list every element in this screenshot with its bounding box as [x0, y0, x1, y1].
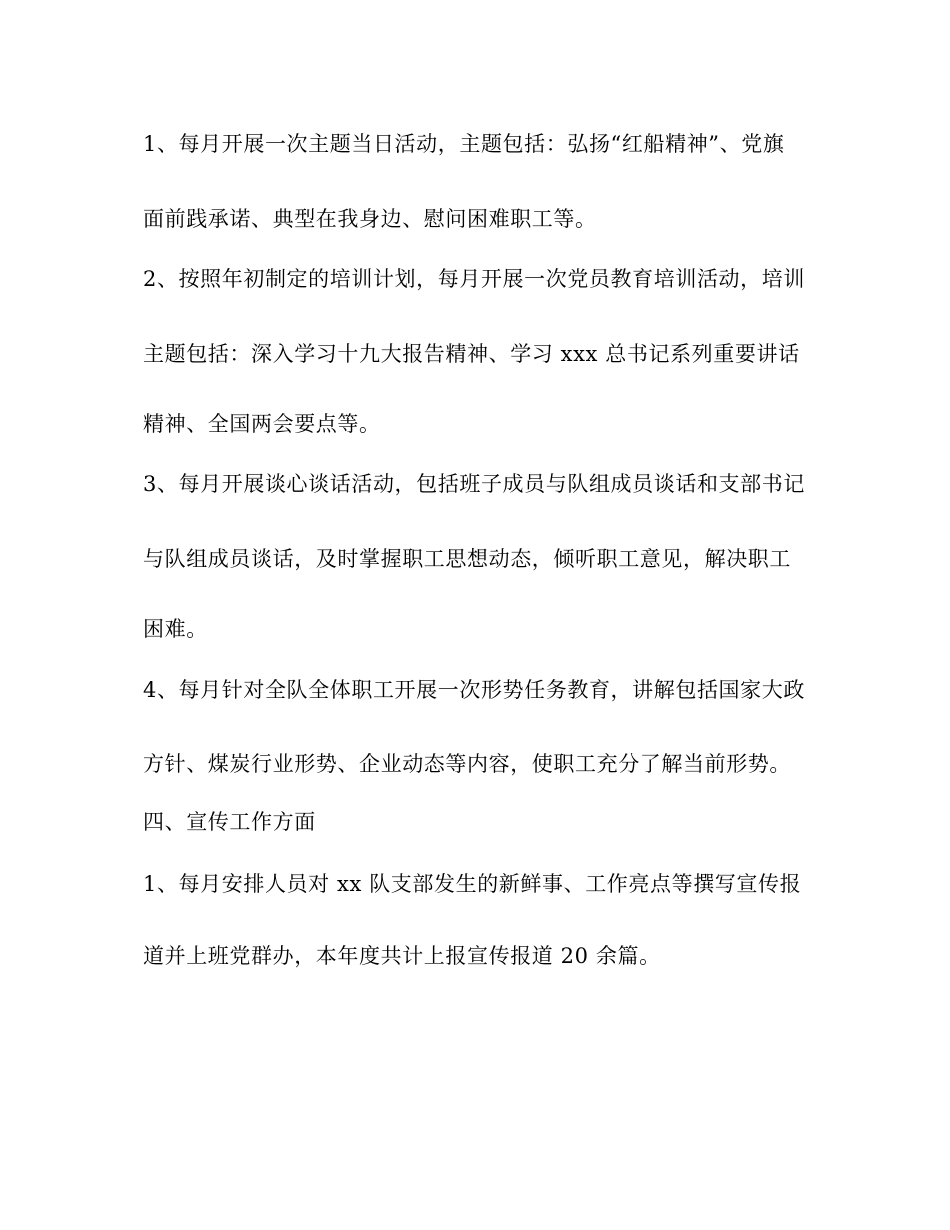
section-heading: 四、宣传工作方面	[143, 810, 316, 834]
text-line: 精神、全国两会要点等。	[143, 412, 381, 436]
text-line: 与队组成员谈话，及时掌握职工思想动态，倾听职工意见，解决职工	[143, 547, 791, 571]
text-line: 困难。	[143, 617, 208, 641]
text-line: 2、按照年初制定的培训计划，每月开展一次党员教育培训活动，培训	[143, 267, 805, 291]
text-line: 4、每月针对全队全体职工开展一次形势任务教育，讲解包括国家大政	[143, 678, 805, 702]
text-line: 3、每月开展谈心谈话活动，包括班子成员与队组成员谈话和支部书记	[143, 472, 805, 496]
text-line: 1、每月开展一次主题当日活动，主题包括：弘扬“红船精神”、党旗	[143, 132, 785, 156]
text-line: 道并上班党群办，本年度共计上报宣传报道 20 余篇。	[143, 944, 661, 968]
text-line: 方针、煤炭行业形势、企业动态等内容，使职工充分了解当前形势。	[143, 752, 791, 776]
text-line: 1、每月安排人员对 xx 队支部发生的新鲜事、工作亮点等撰写宣传报	[143, 872, 802, 896]
text-line: 主题包括：深入学习十九大报告精神、学习 xxx 总书记系列重要讲话	[143, 342, 800, 366]
text-line: 面前践承诺、典型在我身边、慰问困难职工等。	[143, 207, 597, 231]
